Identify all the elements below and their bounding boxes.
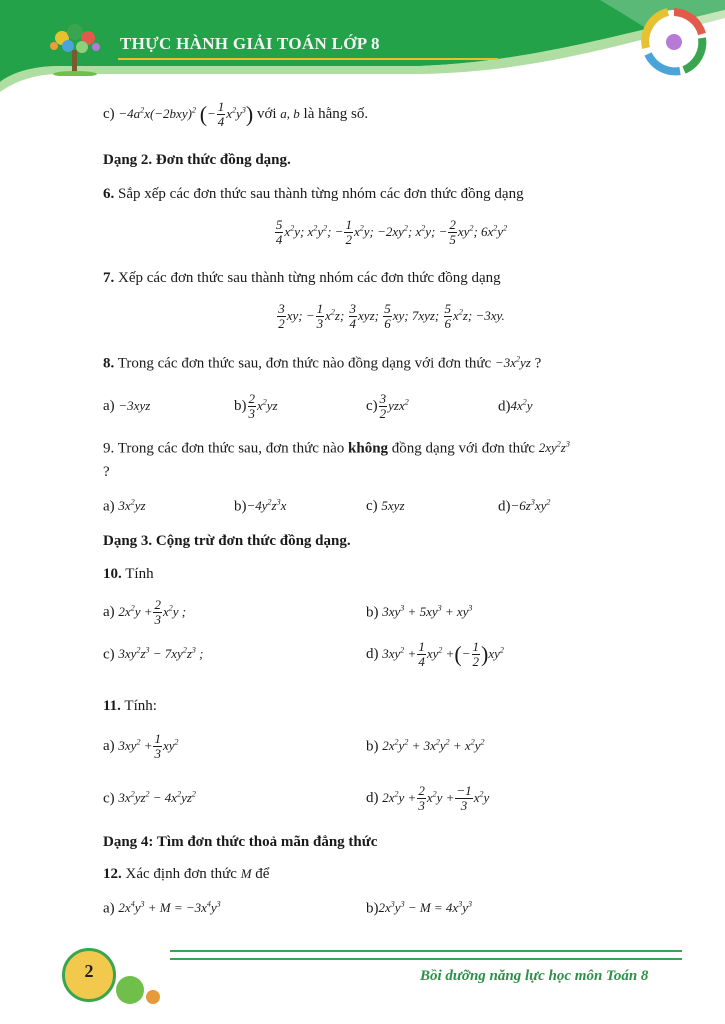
math-variables: a, b — [280, 105, 300, 121]
q6-expression: $\frac{5}{4}$ $x^2y$; $x^2y^2$; − $\frac{1}{2}$ $x^2y$; $-2xy^2$; $x^2y$; − $\frac{2}{5}$ $xy^2$; $6x^2y^2$ — [275, 217, 508, 247]
q7-expression: $\frac{3}{2}$ xy; − $\frac{1}{3}$ $x^2z$; $\frac{3}{4}$ xyz; $\frac{5}{6}$ xy; 7xyz; $\frac{5}{6}$ $x^2z$; −3xy. — [278, 301, 505, 331]
option-b: b) $\frac{2}{3}$ $x^2yz$ — [234, 391, 278, 421]
option-b: b) $2x^2y^2 + 3x^2y^2 + x^2y^2$ — [366, 738, 485, 755]
question-number: 6. — [103, 186, 115, 202]
option-d: $d)4x^2y$ — [498, 398, 533, 415]
option-d: d) $2x^2y$ + $\frac{2}{3}$ $x^2y$ + $\frac{-1}{3}$ $x^2y$ — [366, 783, 490, 813]
option-c: c) $3xy^2z^3 - 7xy^2z^3$ ; — [103, 646, 204, 663]
math-expression: $-4a^2x(-2bxy)^2$ — [118, 105, 196, 121]
section-heading-dang4: Dạng 4: Tìm đơn thức thoả mãn đẳng thức — [103, 834, 378, 850]
footer-decoration — [116, 976, 144, 1004]
tree-logo-icon — [44, 20, 106, 76]
question-9: 9. Trong các đơn thức sau, đơn thức nào không đồng dạng với đơn thức $2xy^2z^3$ — [103, 440, 570, 457]
math-expression: $-3x^2yz$ — [494, 355, 531, 371]
question-text: Trong các đơn thức sau, đơn thức nào đồng dạng với đơn thức — [117, 355, 492, 372]
option-c: c) 5xyz — [366, 498, 405, 514]
exercise-c-previous: $c) -4a^2x(-2bxy)^2$ (− $\frac{1}{4}$ $x^2y^3$) với a, b là hằng số. — [103, 99, 369, 129]
option-d: d) $3xy^2$ + $\frac{1}{4}$ $xy^2$ +(− $\frac{1}{2}$ )$xy^2$ — [366, 639, 504, 669]
footer-text: Bồi dưỡng năng lực học môn Toán 8 — [420, 968, 649, 984]
question-6 — [103, 186, 524, 203]
text: là hằng số. — [303, 105, 369, 122]
option-c: c) $\frac{3}{2}$ yzx$^2$ — [366, 391, 409, 421]
item-label: c) — [103, 105, 115, 122]
question-12: 12. Xác định đơn thức M để — [103, 866, 270, 882]
question-text: Xếp các đơn thức sau thành từng nhóm các đơn thức đồng dạng — [118, 270, 501, 286]
option-b: $b)2x^3y^3 - M = 4x^3y^3$ — [366, 900, 472, 917]
question-7 — [103, 270, 501, 287]
page-number: 2 — [84, 961, 94, 981]
text: với — [256, 105, 277, 122]
question-9-mark: ? — [103, 464, 110, 480]
header-title: THỰC HÀNH GIẢI TOÁN LỚP 8 — [120, 34, 380, 53]
option-a: a) $3xy^2$ + $\frac{1}{3}$ $xy^2$ — [103, 731, 179, 761]
question-11: 11. Tính: — [103, 698, 157, 714]
option-a: a) −3xyz — [103, 398, 151, 414]
option-b: $b)-4y^2z^3x$ — [234, 498, 287, 515]
section-heading-dang3: Dạng 3. Cộng trừ đơn thức đồng dạng. — [103, 533, 351, 549]
option-b: b) $3xy^3 + 5xy^3 + xy^3$ — [366, 604, 473, 621]
circle-people-logo-icon — [640, 8, 708, 76]
option-d: $d)-6z^3xy^2$ — [498, 498, 551, 515]
section-heading-dang2: Dạng 2. Đơn thức đồng dạng. — [103, 152, 291, 168]
option-a: a) $2x^2y$ + $\frac{2}{3}$ $x^2y$ ; — [103, 597, 187, 627]
footer-rule — [170, 950, 682, 960]
question-8: 8. Trong các đơn thức sau, đơn thức nào đồng dạng với đơn thức $-3x^2yz$ ? — [103, 355, 542, 372]
question-10: 10. Tính — [103, 566, 154, 582]
fraction: $\frac{1}{4}$ — [217, 99, 225, 129]
question-number: 7. — [103, 270, 115, 286]
option-a: a) $3x^2yz$ — [103, 498, 146, 515]
header-underline — [118, 58, 498, 60]
footer-decoration — [146, 990, 160, 1004]
option-c: c) $3x^2yz^2 - 4x^2yz^2$ — [103, 790, 196, 807]
option-a: a) $2x^4y^3 + M = -3x^4y^3$ — [103, 900, 221, 917]
question-text: Sắp xếp các đơn thức sau thành từng nhóm các đơn thức đồng dạng — [118, 186, 524, 202]
question-number: 8. — [103, 355, 115, 372]
